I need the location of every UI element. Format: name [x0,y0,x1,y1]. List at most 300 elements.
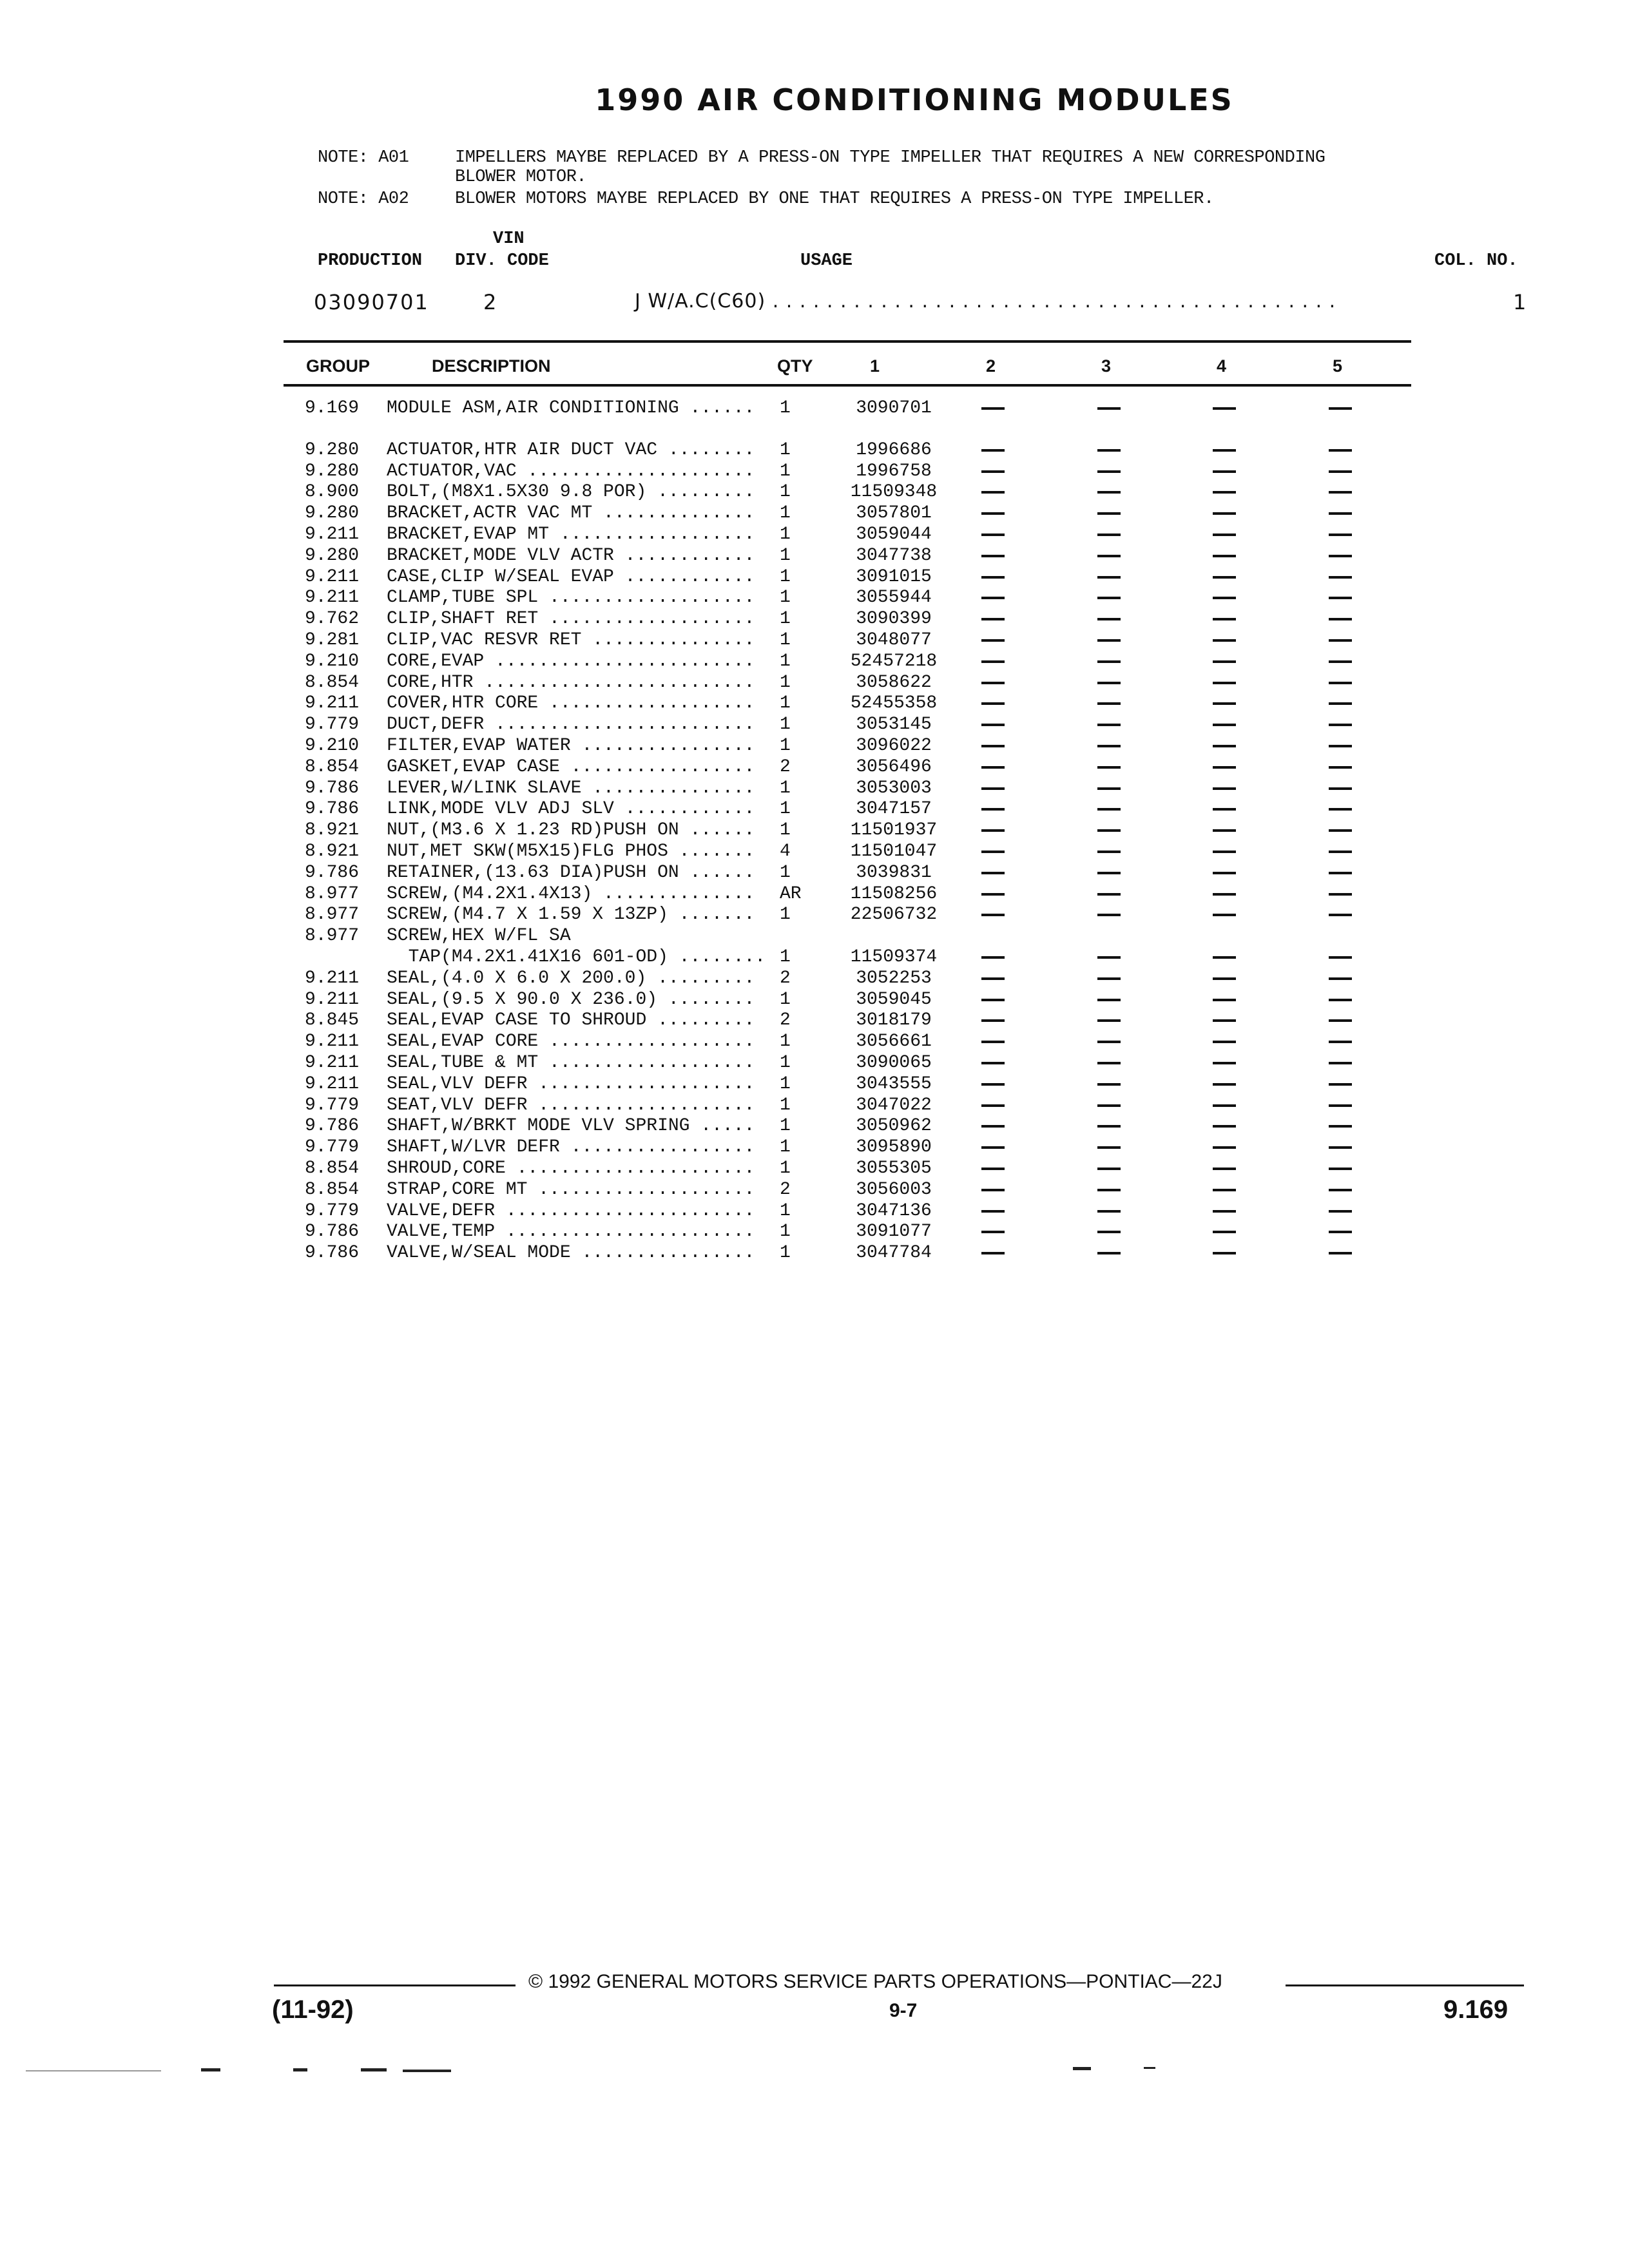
empty-column-dash-2 [981,470,1005,473]
scan-artifact [403,2070,451,2072]
empty-column-dash-4 [1213,660,1236,663]
empty-column-dash-4 [1213,1019,1236,1022]
cell-group: 9.779 [305,1095,360,1115]
cell-group: 9.786 [305,863,360,883]
cell-description: DUCT,DEFR ........................ [387,715,755,735]
empty-column-dash-3 [1097,956,1121,959]
cell-group: 8.900 [305,482,360,502]
footer-date: (11-92) [272,1995,354,2024]
empty-column-dash-3 [1097,555,1121,557]
table-row [0,1053,1629,1074]
division-code: 2 [483,290,498,314]
empty-column-dash-2 [981,1083,1005,1086]
empty-column-dash-3 [1097,1210,1121,1213]
cell-group: 8.977 [305,905,360,925]
footer-copyright: © 1992 GENERAL MOTORS SERVICE PARTS OPERATIONS—PONTIAC—22J [528,1971,1222,1992]
empty-column-dash-3 [1097,1104,1121,1107]
table-row [0,503,1629,524]
empty-column-dash-5 [1329,597,1352,599]
cell-description: BRACKET,MODE VLV ACTR ............ [387,546,755,566]
cell-part-number: 3053003 [856,778,932,798]
scan-artifact [1073,2067,1091,2070]
empty-column-dash-4 [1213,512,1236,515]
empty-column-dash-4 [1213,449,1236,452]
empty-column-dash-3 [1097,682,1121,684]
empty-column-dash-4 [1213,766,1236,769]
empty-column-dash-2 [981,491,1005,494]
cell-group: 9.211 [305,990,360,1010]
footer-page-number: 9-7 [889,2000,918,2021]
cell-qty: 1 [780,990,791,1010]
empty-column-dash-5 [1329,1146,1352,1149]
empty-column-dash-5 [1329,1252,1352,1254]
empty-column-dash-2 [981,914,1005,916]
cell-part-number: 52455358 [850,693,938,713]
empty-column-dash-2 [981,850,1005,853]
cell-group: 9.211 [305,968,360,988]
table-row [0,482,1629,503]
empty-column-dash-2 [981,956,1005,959]
cell-group: 9.211 [305,567,360,587]
cell-description: CLIP,SHAFT RET ................... [387,609,755,629]
table-row [0,841,1629,863]
empty-column-dash-5 [1329,850,1352,853]
cell-description: SHAFT,W/LVR DEFR ................. [387,1137,755,1157]
empty-column-dash-4 [1213,956,1236,959]
cell-description: TAP(M4.2X1.41X16 601-OD) ........ [387,947,766,967]
cell-group: 9.211 [305,1053,360,1073]
cell-description: SEAL,TUBE & MT ................... [387,1053,755,1073]
cell-part-number: 11509348 [850,482,938,502]
cell-part-number: 11508256 [850,884,938,904]
cell-description: NUT,MET SKW(M5X15)FLG PHOS ....... [387,841,755,861]
empty-column-dash-5 [1329,1041,1352,1043]
empty-column-dash-2 [981,660,1005,663]
table-row [0,1180,1629,1201]
table-row [0,1137,1629,1158]
cell-part-number: 3090701 [856,398,932,418]
empty-column-dash-4 [1213,1146,1236,1149]
header-usage: USAGE [800,251,853,271]
note-a02-label: NOTE: A02 [318,189,409,209]
cell-part-number: 11501047 [850,841,938,861]
table-row [0,1158,1629,1180]
column-number: 1 [1513,290,1528,314]
empty-column-dash-4 [1213,702,1236,705]
empty-column-dash-3 [1097,576,1121,579]
cell-qty: 1 [780,461,791,481]
scan-artifact [26,2070,161,2071]
col-header-1: 1 [870,356,880,376]
cell-qty: 2 [780,1010,791,1030]
cell-description: SHROUD,CORE ...................... [387,1158,755,1178]
cell-group: 9.281 [305,630,360,650]
cell-qty: 1 [780,736,791,756]
table-row [0,546,1629,567]
empty-column-dash-5 [1329,1189,1352,1191]
cell-group: 9.779 [305,1201,360,1221]
cell-description: RETAINER,(13.63 DIA)PUSH ON ...... [387,863,755,883]
table-row [0,863,1629,884]
cell-qty: 1 [780,1201,791,1221]
empty-column-dash-3 [1097,597,1121,599]
table-row [0,630,1629,651]
col-header-2: 2 [986,356,996,376]
cell-description: COVER,HTR CORE ................... [387,693,755,713]
cell-group: 8.977 [305,926,360,946]
empty-column-dash-2 [981,1168,1005,1170]
empty-column-dash-5 [1329,1125,1352,1128]
empty-column-dash-4 [1213,555,1236,557]
cell-part-number: 3056496 [856,757,932,777]
cell-description: SEAL,(4.0 X 6.0 X 200.0) ......... [387,968,755,988]
empty-column-dash-5 [1329,533,1352,536]
cell-part-number: 3055944 [856,588,932,608]
cell-description: SCREW,(M4.7 X 1.59 X 13ZP) ....... [387,905,755,925]
empty-column-dash-4 [1213,1041,1236,1043]
empty-column-dash-3 [1097,1062,1121,1064]
table-row [0,693,1629,715]
cell-part-number: 3057801 [856,503,932,523]
cell-qty: 1 [780,693,791,713]
cell-qty: 1 [780,440,791,460]
cell-group: 9.280 [305,461,360,481]
empty-column-dash-2 [981,597,1005,599]
note-a02-line1: BLOWER MOTORS MAYBE REPLACED BY ONE THAT REQUIRES A PRESS-ON TYPE IMPELLER. [455,189,1214,209]
empty-column-dash-5 [1329,1210,1352,1213]
empty-column-dash-2 [981,745,1005,747]
cell-qty: 1 [780,1074,791,1094]
cell-part-number: 1996758 [856,461,932,481]
empty-column-dash-3 [1097,470,1121,473]
cell-part-number: 3043555 [856,1074,932,1094]
empty-column-dash-3 [1097,491,1121,494]
empty-column-dash-5 [1329,491,1352,494]
empty-column-dash-4 [1213,1168,1236,1170]
empty-column-dash-4 [1213,829,1236,832]
footer-section-number: 9.169 [1443,1995,1509,2024]
cell-part-number: 3056661 [856,1032,932,1052]
empty-column-dash-5 [1329,702,1352,705]
empty-column-dash-4 [1213,1062,1236,1064]
table-row [0,651,1629,673]
empty-column-dash-5 [1329,872,1352,874]
empty-column-dash-4 [1213,1252,1236,1254]
cell-group: 8.854 [305,757,360,777]
cell-description: ACTUATOR,VAC ..................... [387,461,755,481]
empty-column-dash-3 [1097,999,1121,1001]
empty-column-dash-5 [1329,745,1352,747]
cell-qty: 1 [780,820,791,840]
empty-column-dash-2 [981,808,1005,811]
cell-part-number: 3056003 [856,1180,932,1200]
empty-column-dash-2 [981,999,1005,1001]
empty-column-dash-3 [1097,1125,1121,1128]
empty-column-dash-4 [1213,1125,1236,1128]
table-row [0,990,1629,1011]
cell-qty: 1 [780,1243,791,1263]
cell-part-number: 3058622 [856,673,932,693]
cell-qty: 1 [780,630,791,650]
cell-part-number: 3091077 [856,1222,932,1242]
cell-qty: 1 [780,778,791,798]
table-row [0,736,1629,757]
footer-rule-left [274,1984,516,1986]
cell-part-number: 3047157 [856,799,932,819]
header-vin: VIN [493,229,525,249]
empty-column-dash-4 [1213,724,1236,726]
cell-group: 9.786 [305,1116,360,1136]
cell-group: 8.854 [305,1158,360,1178]
empty-column-dash-4 [1213,470,1236,473]
cell-qty: 1 [780,715,791,735]
empty-column-dash-4 [1213,533,1236,536]
empty-column-dash-2 [981,787,1005,790]
cell-description: CORE,HTR ......................... [387,673,755,693]
table-row [0,820,1629,841]
cell-qty: 1 [780,1158,791,1178]
col-header-group: GROUP [306,356,371,376]
cell-group: 9.169 [305,398,360,418]
cell-group: 9.786 [305,1222,360,1242]
cell-description: CORE,EVAP ........................ [387,651,755,671]
empty-column-dash-4 [1213,1083,1236,1086]
cell-qty: 1 [780,524,791,544]
cell-description: GASKET,EVAP CASE ................. [387,757,755,777]
table-row [0,609,1629,630]
cell-part-number: 3095890 [856,1137,932,1157]
table-top-rule [284,340,1411,343]
table-header-rule [284,384,1411,387]
empty-column-dash-3 [1097,808,1121,811]
empty-column-dash-3 [1097,1231,1121,1233]
cell-description: SEAL,EVAP CORE ................... [387,1032,755,1052]
cell-part-number: 3052253 [856,968,932,988]
cell-description: LEVER,W/LINK SLAVE ............... [387,778,755,798]
empty-column-dash-5 [1329,977,1352,980]
cell-qty: 1 [780,546,791,566]
cell-group: 9.762 [305,609,360,629]
empty-column-dash-2 [981,766,1005,769]
empty-column-dash-3 [1097,724,1121,726]
empty-column-dash-3 [1097,1189,1121,1191]
note-a01-line1: IMPELLERS MAYBE REPLACED BY A PRESS-ON TYPE IMPELLER THAT REQUIRES A NEW CORRESPONDING [455,148,1325,168]
cell-description: ACTUATOR,HTR AIR DUCT VAC ........ [387,440,755,460]
scan-artifact [361,2068,387,2071]
empty-column-dash-3 [1097,787,1121,790]
empty-column-dash-5 [1329,1083,1352,1086]
empty-column-dash-5 [1329,829,1352,832]
cell-part-number: 3047784 [856,1243,932,1263]
cell-group: 8.854 [305,1180,360,1200]
empty-column-dash-5 [1329,618,1352,620]
empty-column-dash-2 [981,618,1005,620]
empty-column-dash-5 [1329,449,1352,452]
empty-column-dash-3 [1097,766,1121,769]
cell-description: BRACKET,EVAP MT .................. [387,524,755,544]
cell-group: 8.977 [305,884,360,904]
col-header-qty: QTY [777,356,813,376]
cell-qty: 1 [780,863,791,883]
empty-column-dash-5 [1329,1231,1352,1233]
cell-part-number: 11509374 [850,947,938,967]
empty-column-dash-3 [1097,893,1121,896]
col-header-description: DESCRIPTION [432,356,551,376]
empty-column-dash-4 [1213,639,1236,642]
empty-column-dash-2 [981,872,1005,874]
cell-description: VALVE,DEFR ....................... [387,1201,755,1221]
cell-qty: 2 [780,968,791,988]
cell-part-number: 3039831 [856,863,932,883]
empty-column-dash-4 [1213,1104,1236,1107]
cell-qty: 1 [780,905,791,925]
cell-description: SCREW,(M4.2X1.4X13) .............. [387,884,755,904]
table-row [0,884,1629,905]
empty-column-dash-5 [1329,1062,1352,1064]
cell-qty: 1 [780,567,791,587]
empty-column-dash-3 [1097,618,1121,620]
cell-description: SEAL,(9.5 X 90.0 X 236.0) ........ [387,990,755,1010]
scan-artifact [201,2068,220,2071]
empty-column-dash-3 [1097,1168,1121,1170]
cell-group: 9.786 [305,799,360,819]
table-row [0,778,1629,800]
cell-part-number: 3096022 [856,736,932,756]
table-row [0,905,1629,926]
empty-column-dash-2 [981,1104,1005,1107]
cell-group: 9.211 [305,524,360,544]
cell-group: 9.280 [305,503,360,523]
empty-column-dash-2 [981,829,1005,832]
empty-column-dash-3 [1097,914,1121,916]
cell-part-number: 3047022 [856,1095,932,1115]
cell-description: BOLT,(M8X1.5X30 9.8 POR) ......... [387,482,755,502]
empty-column-dash-2 [981,639,1005,642]
cell-part-number: 52457218 [850,651,938,671]
cell-group: 9.280 [305,440,360,460]
cell-group: 9.211 [305,693,360,713]
empty-column-dash-4 [1213,893,1236,896]
cell-part-number: 3047738 [856,546,932,566]
cell-description: STRAP,CORE MT .................... [387,1180,755,1200]
table-row [0,524,1629,546]
empty-column-dash-5 [1329,724,1352,726]
cell-description: BRACKET,ACTR VAC MT .............. [387,503,755,523]
empty-column-dash-5 [1329,766,1352,769]
cell-qty: 1 [780,1222,791,1242]
table-row [0,757,1629,778]
cell-description: CLAMP,TUBE SPL ................... [387,588,755,608]
cell-group: 9.210 [305,736,360,756]
empty-column-dash-4 [1213,491,1236,494]
cell-group: 9.280 [305,546,360,566]
cell-description: SEAL,EVAP CASE TO SHROUD ......... [387,1010,755,1030]
empty-column-dash-3 [1097,850,1121,853]
cell-description: CLIP,VAC RESVR RET ............... [387,630,755,650]
cell-description: VALVE,TEMP ....................... [387,1222,755,1242]
table-row [0,567,1629,588]
production-code: 03090701 [314,290,429,314]
empty-column-dash-5 [1329,787,1352,790]
empty-column-dash-3 [1097,533,1121,536]
cell-group: 9.210 [305,651,360,671]
scan-artifact [1144,2067,1155,2069]
empty-column-dash-5 [1329,1019,1352,1022]
table-row [0,1010,1629,1032]
empty-column-dash-4 [1213,682,1236,684]
empty-column-dash-4 [1213,850,1236,853]
empty-column-dash-2 [981,533,1005,536]
cell-part-number: 3090065 [856,1053,932,1073]
cell-qty: 1 [780,482,791,502]
table-row [0,1201,1629,1222]
cell-description: MODULE ASM,AIR CONDITIONING ...... [387,398,755,418]
empty-column-dash-3 [1097,1083,1121,1086]
empty-column-dash-2 [981,1231,1005,1233]
table-row [0,799,1629,820]
cell-qty: 1 [780,651,791,671]
empty-column-dash-4 [1213,999,1236,1001]
header-col-no: COL. NO. [1434,251,1518,271]
empty-column-dash-5 [1329,682,1352,684]
empty-column-dash-4 [1213,914,1236,916]
empty-column-dash-3 [1097,745,1121,747]
cell-part-number: 3059044 [856,524,932,544]
empty-column-dash-4 [1213,1210,1236,1213]
table-row [0,440,1629,461]
empty-column-dash-5 [1329,1104,1352,1107]
cell-qty: 1 [780,673,791,693]
empty-column-dash-4 [1213,618,1236,620]
cell-group: 9.211 [305,588,360,608]
empty-column-dash-3 [1097,702,1121,705]
cell-group: 8.921 [305,841,360,861]
cell-qty: 1 [780,1053,791,1073]
empty-column-dash-3 [1097,829,1121,832]
empty-column-dash-5 [1329,956,1352,959]
cell-description: VALVE,W/SEAL MODE ................ [387,1243,755,1263]
empty-column-dash-2 [981,449,1005,452]
cell-qty: 1 [780,947,791,967]
empty-column-dash-2 [981,1189,1005,1191]
empty-column-dash-3 [1097,449,1121,452]
empty-column-dash-3 [1097,512,1121,515]
table-row [0,1243,1629,1264]
empty-column-dash-2 [981,702,1005,705]
empty-column-dash-5 [1329,555,1352,557]
cell-description: LINK,MODE VLV ADJ SLV ............ [387,799,755,819]
empty-column-dash-4 [1213,1231,1236,1233]
cell-group: 9.786 [305,1243,360,1263]
table-row [0,1074,1629,1095]
cell-qty: 2 [780,757,791,777]
empty-column-dash-4 [1213,407,1236,410]
cell-part-number: 3055305 [856,1158,932,1178]
cell-part-number: 11501937 [850,820,938,840]
cell-group: 8.921 [305,820,360,840]
empty-column-dash-5 [1329,470,1352,473]
empty-column-dash-3 [1097,872,1121,874]
empty-column-dash-3 [1097,1146,1121,1149]
empty-column-dash-2 [981,576,1005,579]
empty-column-dash-5 [1329,639,1352,642]
cell-part-number: 3053145 [856,715,932,735]
col-header-5: 5 [1333,356,1343,376]
empty-column-dash-5 [1329,893,1352,896]
cell-part-number: 22506732 [850,905,938,925]
cell-qty: AR [780,884,802,904]
cell-description: SCREW,HEX W/FL SA [387,926,571,946]
